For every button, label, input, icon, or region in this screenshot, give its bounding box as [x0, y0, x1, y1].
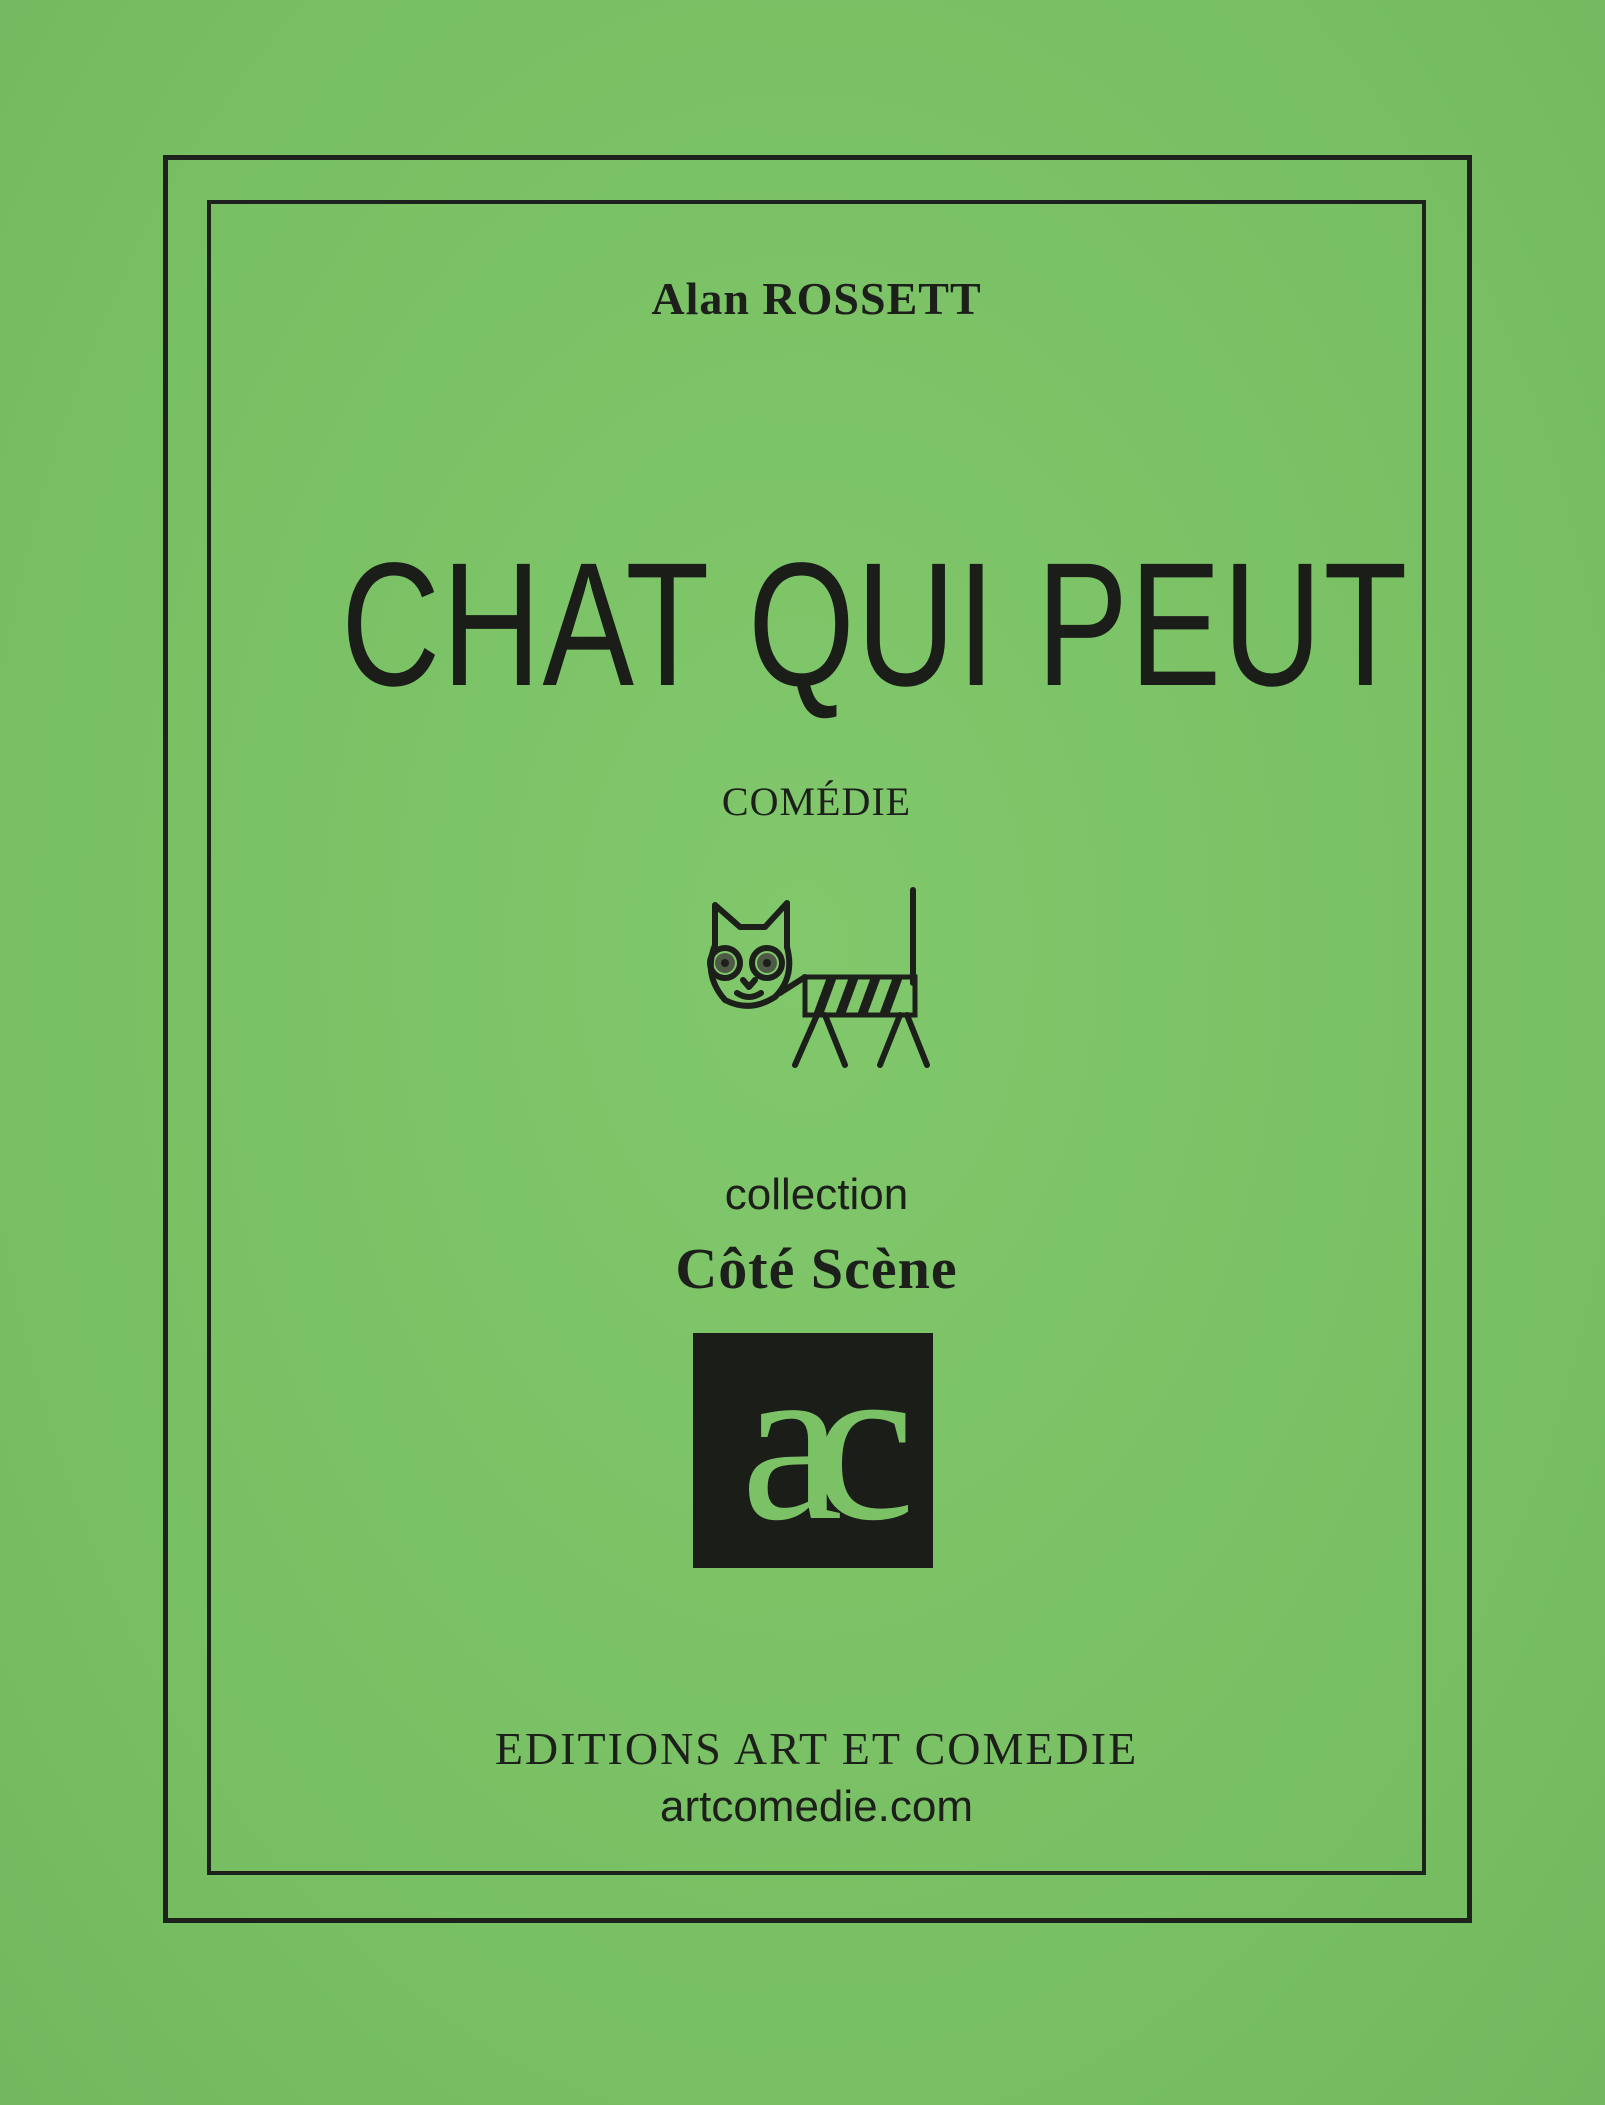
collection-name: Côté Scène	[675, 1236, 958, 1301]
logo-text: ac	[740, 1333, 886, 1568]
genre-label: COMÉDIE	[721, 779, 912, 824]
publisher-website: artcomedie.com	[659, 1782, 973, 1831]
publisher-logo	[693, 1333, 933, 1568]
author-name: Alan ROSSETT	[651, 273, 982, 324]
book-title: CHAT QUI PEUT	[341, 527, 1409, 723]
cat-icon	[695, 885, 935, 1075]
collection-label: collection	[724, 1170, 909, 1219]
publisher-name: EDITIONS ART ET COMEDIE	[494, 1723, 1139, 1774]
